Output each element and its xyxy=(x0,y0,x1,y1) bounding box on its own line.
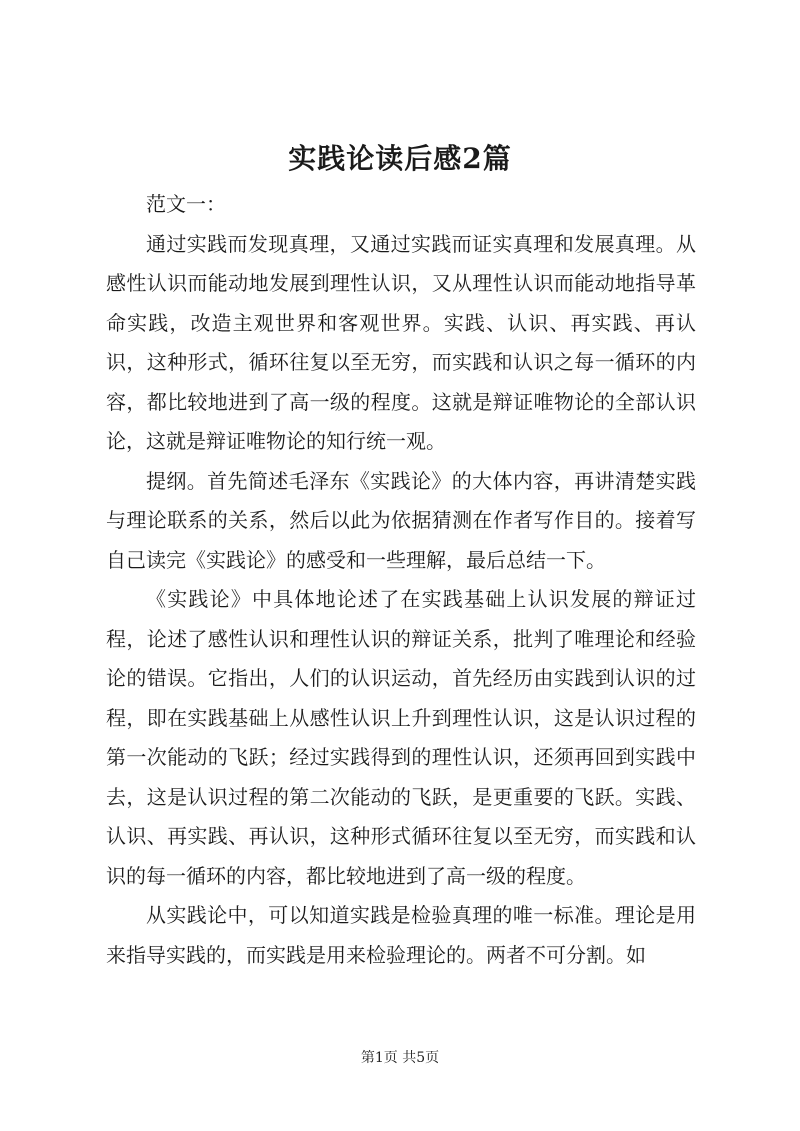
paragraph: 通过实践而发现真理，又通过实践而证实真理和发展真理。从感性认识而能动地发展到理性认识，又从理性认识而能动地指导革命实践，改造主观世界和客观世界。实践、认识、再实践、再认识，这种形式，循环往复以至无穷，而实践和认识之每一循环的内容，都比较地进到了高一级的程度。这就是辩证唯物论的全部认识论，这就是辩证唯物论的知行统一观。 xyxy=(106,231,696,453)
paragraph: 从实践论中，可以知道实践是检验真理的唯一标准。理论是用来指导实践的，而实践是用来检验理论的。两者不可分割。如 xyxy=(106,903,696,967)
paragraph: 提纲。首先简述毛泽东《实践论》的大体内容，再讲清楚实践与理论联系的关系，然后以此为依据猜测在作者写作目的。接着写自己读完《实践论》的感受和一些理解，最后总结一下。 xyxy=(106,468,696,572)
page-title: 实践论读后感2篇 xyxy=(288,142,512,175)
paragraph-heading: 范文一： xyxy=(146,192,226,216)
paragraph: 《实践论》中具体地论述了在实践基础上认识发展的辩证过程，论述了感性认识和理性认识的辩证关系，批判了唯理论和经验论的错误。它指出，人们的认识运动，首先经历由实践到认识的过程，即在实践基础上从感性认识上升到理性认识，这是认识过程的第一次能动的飞跃；经过实践得到的理性认识，还须再回到实践中去，这是认识过程的第二次能动的飞跃，是更重要的飞跃。实践、认识、再实践、再认识，这种形式循环往复以至无穷，而实践和认识的每一循环的内容，都比较地进到了高一级的程度。 xyxy=(106,587,696,888)
document-body xyxy=(106,185,696,975)
page-number-footer: 第1页 共5页 xyxy=(360,1050,440,1066)
